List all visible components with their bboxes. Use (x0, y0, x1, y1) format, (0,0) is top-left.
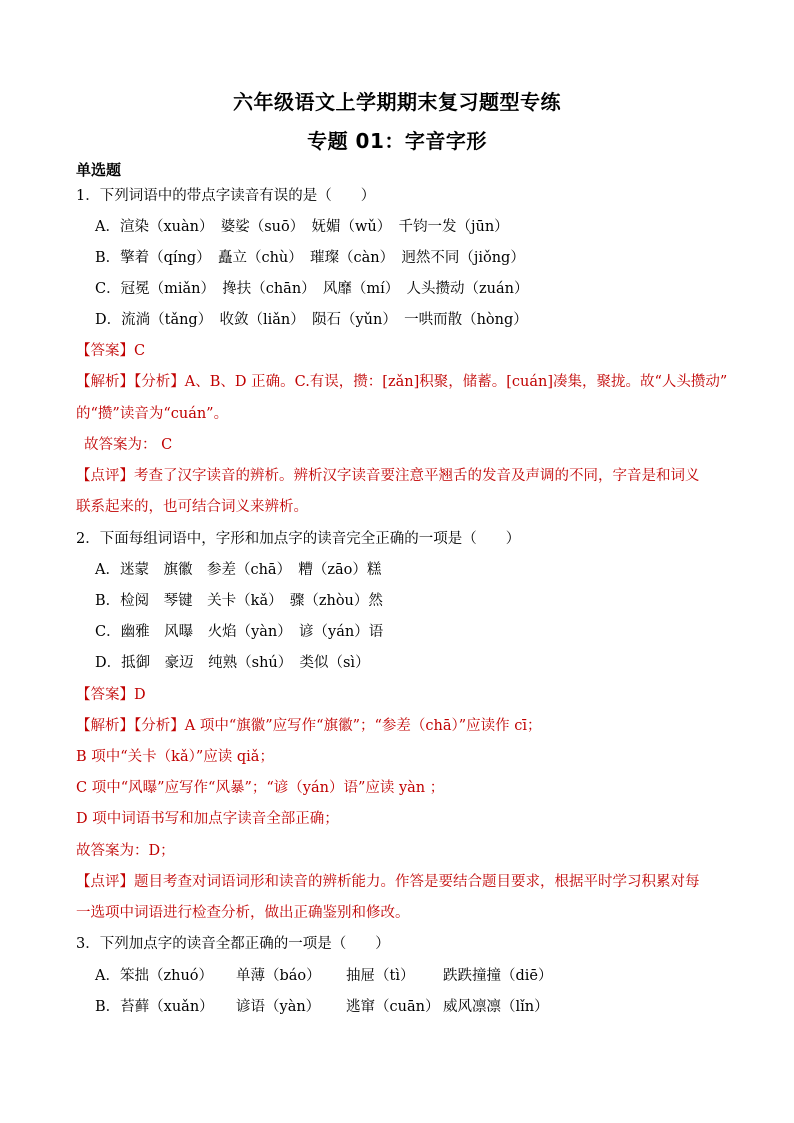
option-a-word-1: A．笨拙（zhuó） (95, 968, 214, 984)
question-2-option-b: B．检阅 琴键 关卡（kǎ） 骤（zhòu）然 (95, 593, 383, 609)
analysis-text: A、B、D 正确。C.有误，攒：[zǎn]积聚，储蓄。[cuán]凑集，聚拢。故“人头攒动” (184, 374, 728, 390)
comment-tag: 【点评】 (76, 874, 134, 890)
question-1-conclusion: 故答案为： C (84, 437, 173, 453)
option-b-word-4: 威风凛凛（lǐn） (443, 999, 549, 1015)
question-2-analysis (76, 716, 542, 736)
question-2-analysis-d: D 项中词语书写和加点字读音全部正确； (76, 811, 339, 827)
comment-text: 考查了汉字读音的辨析。辨析汉字读音要注意平翘舌的发音及声调的不同，字音是和词义 (134, 468, 700, 484)
question-1-answer (76, 341, 145, 361)
question-3-stem: 3．下列加点字的读音全都正确的一项是（ ） (76, 936, 390, 952)
question-3-option-a (95, 966, 553, 986)
question-1-option-b: B．擎着（qíng） 矗立（chù） 璀璨（càn） 迥然不同（jiǒng） (95, 250, 525, 266)
comment-text: 题目考查对词语词形和读音的辨析能力。作答是要结合题目要求，根据平时学习积累对每 (134, 874, 700, 890)
answer-tag: 【答案】 (76, 343, 134, 359)
answer-value: D (134, 687, 146, 703)
question-2-option-d: D．抵御 豪迈 纯熟（shú） 类似（sì） (95, 655, 370, 671)
answer-tag: 【答案】 (76, 687, 134, 703)
question-2-stem: 2．下面每组词语中，字形和加点字的读音完全正确的一项是（ ） (76, 531, 521, 547)
question-2-option-c: C．幽雅 风曝 火焰（yàn） 谚（yán）语 (95, 624, 384, 640)
option-a-word-4: 跌跌撞撞（diē） (443, 968, 553, 984)
question-3-option-b (95, 997, 549, 1017)
answer-value: C (134, 343, 146, 359)
analysis-tag: 【解析】【分析】 (76, 718, 185, 734)
question-2-analysis-b: B 项中“关卡（kǎ）”应读 qiǎ； (76, 749, 274, 765)
section-heading: 单选题 (76, 161, 122, 179)
question-1-option-d: D．流淌（tǎng） 收敛（liǎn） 陨石（yǔn） 一哄而散（hòng） (95, 312, 528, 328)
option-b-word-3: 逃窜（cuān） (346, 999, 440, 1015)
question-1-comment (76, 466, 700, 486)
option-b-word-1: B．苔藓（xuǎn） (95, 999, 214, 1015)
option-a-word-2: 单薄（báo） (236, 968, 321, 984)
document-title: 六年级语文上学期期末复习题型专练 (233, 90, 561, 114)
question-1-stem: 1．下列词语中的带点字读音有误的是（ ） (76, 188, 376, 204)
option-b-word-2: 谚语（yàn） (236, 999, 321, 1015)
analysis-text: A 项中“旗徽”应写作“旗徽”；“参差（chā）”应读作 cī； (184, 718, 542, 734)
question-2-option-a: A．迷蒙 旗徽 参差（chā） 糟（zāo）糕 (95, 562, 382, 578)
question-2-analysis-c: C 项中“风曝”应写作“风暴”；“谚（yán）语”应读 yàn ； (76, 780, 445, 796)
question-1-option-c: C．冠冕（miǎn） 搀扶（chān） 风靡（mí） 人头攒动（zuán） (95, 281, 529, 297)
question-2-comment-cont: 一选项中词语进行检查分析，做出正确鉴别和修改。 (76, 905, 410, 921)
question-1-comment-cont: 联系起来的，也可结合词义来辨析。 (76, 499, 308, 515)
question-2-conclusion: 故答案为：D； (76, 843, 175, 859)
question-2-answer (76, 685, 146, 705)
question-1-analysis-cont: 的“攒”读音为“cuán”。 (76, 406, 229, 422)
comment-tag: 【点评】 (76, 468, 134, 484)
document-subtitle: 专题 01：字音字形 (307, 129, 487, 153)
option-a-word-3: 抽屉（tì） (346, 968, 415, 984)
analysis-tag: 【解析】【分析】 (76, 374, 185, 390)
question-1-analysis (76, 372, 727, 392)
question-2-comment (76, 872, 700, 892)
question-1-option-a: A．渲染（xuàn） 婆娑（suō） 妩媚（wǔ） 千钧一发（jūn） (95, 219, 509, 235)
